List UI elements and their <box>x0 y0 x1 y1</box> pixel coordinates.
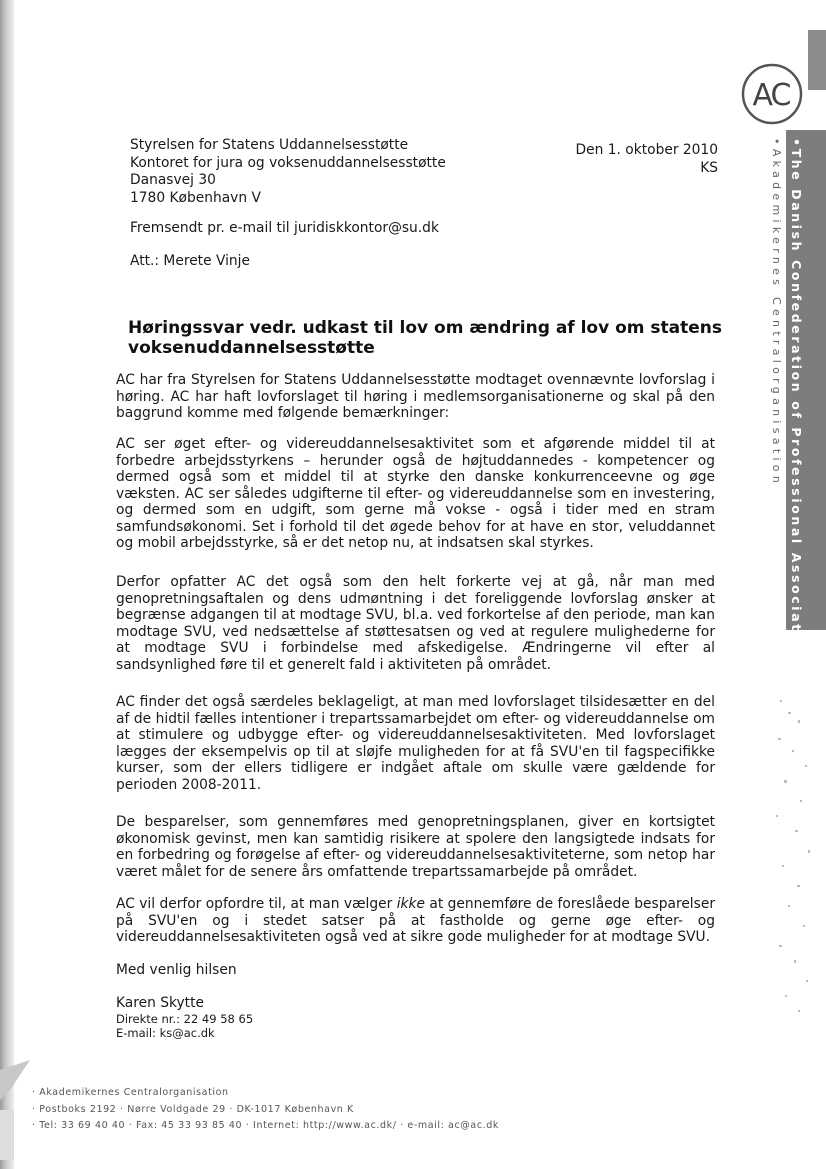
body-paragraph: De besparelser, som gennemføres med genopretningsplanen, giver en kortsigtet økonomisk gevinst, men kan samtidig risikere at spolere den langsigtede indsats for en forbedring og forøgelse af efter- og videreuddannelsesaktiviteterne, som netop har været målet for de senere års omfattende trepartssamarbejde på området. <box>116 814 715 880</box>
date-block <box>576 142 719 177</box>
letterhead-footer <box>32 1085 499 1135</box>
letter-heading: Høringssvar vedr. udkast til lov om ændring af lov om statens voksenuddannelsesstøtte <box>128 318 723 358</box>
paragraph-text: AC vil derfor opfordre til, at man vælger <box>116 896 397 912</box>
footer-line: · Postboks 2192 · Nørre Voldgade 29 · DK-1017 København K <box>32 1103 354 1115</box>
address-line: Kontoret for jura og voksenuddannelsesstøtte <box>130 154 446 171</box>
signature-name: Karen Skytte <box>116 995 204 1011</box>
body-paragraph: Derfor opfatter AC det også som den helt forkerte vej at gå, når man med genopretningsaftalen og dens udmøntning i det foreliggende lovforslag ønsker at begrænse adgangen til at modtage SVU, bl.a. ved forkortelse af den periode, man kan modtage SVU, ved nedsættelse af støttesatsen og ved at regulere mulighederne for at modtage SVU i forbindelse med afskedigelse. Ændringerne vil efter al sandsynlighed føre til et generelt fald i aktiviteten på området. <box>116 574 715 673</box>
paragraph-text: at gennemføre de foreslåede besparelser på SVU'en og i stedet satser på at fastholde og gerne øge efter- og videreuddannelsesaktiviteten også ved at sikre gode muligheder for at modtage SVU. <box>116 896 715 945</box>
body-paragraph: AC ser øget efter- og videreuddannelsesaktivitet som et afgørende middel til at forbedre arbejdsstyrkens – herunder også de højtuddannedes - kompetencer og dermed også som et middel til at styrke den danske konkurrenceevne og øge væksten. AC ser således udgifterne til efter- og videreuddannelse som en investering, og dermed som en udgift, som gerne må vokse - også i tider med en stram samfundsøkonomi. Set i forhold til det øgede behov for at have en stor, veluddannet og mobil arbejdsstyrke, så er det netop nu, at indsatsen skal styrkes. <box>116 436 715 551</box>
side-text-english: •The Danish Confederation of Professional Associations <box>789 138 804 673</box>
side-band-top <box>808 30 826 90</box>
address-line: Danasvej 30 <box>130 172 216 188</box>
forwarded-note: Fremsendt pr. e-mail til juridiskkontor@su.dk <box>130 220 439 236</box>
signature-phone: Direkte nr.: 22 49 58 65 <box>116 1012 254 1026</box>
footer-line: · Akademikernes Centralorganisation <box>32 1087 229 1098</box>
author-initials: KS <box>700 159 718 176</box>
signature-email: E-mail: ks@ac.dk <box>116 1026 215 1040</box>
attention-line: Att.: Merete Vinje <box>130 253 251 269</box>
body-paragraph <box>116 896 715 946</box>
footer-line: · Tel: 33 69 40 40 · Fax: 45 33 93 85 40 · Internet: http://www.ac.dk/ · e-mail: ac@ac.dk <box>32 1120 499 1131</box>
letter-date: Den 1. oktober 2010 <box>575 142 718 158</box>
logo-text: AC <box>752 78 790 113</box>
recipient-address <box>130 137 446 207</box>
body-paragraph: AC finder det også særdeles beklageligt, at man med lovforslaget tilsidesætter en del af de hidtil fælles intentioner i trepartssamarbejdet om efter- og videreuddannelse om at stimulere og udbygge efter- og videreuddannelsesaktiviteten. Med lovforslaget lægges der eksempelvis op til at sløjfe muligheden for at få SVU'en til fagspecifikke kurser, som der ellers tidligere er indgået aftale om skulle være gældende for perioden 2008-2011. <box>116 694 715 793</box>
closing-greeting: Med venlig hilsen <box>116 962 237 978</box>
scan-noise-right <box>770 690 820 1020</box>
ac-logo <box>740 62 804 126</box>
address-line: 1780 København V <box>130 189 261 206</box>
body-paragraph: AC har fra Styrelsen for Statens Uddannelsesstøtte modtaget ovennævnte lovforslag i høring. AC har haft lovforslaget til høring i medlemsorganisationerne og skal på den baggrund komme med følgende bemærkninger: <box>116 372 715 421</box>
scan-edge-shadow <box>0 0 14 1169</box>
emphasis-text: ikke <box>396 896 426 912</box>
side-text-danish: •Akademikernes Centralorganisation <box>770 138 783 488</box>
address-line: Styrelsen for Statens Uddannelsesstøtte <box>130 137 409 153</box>
